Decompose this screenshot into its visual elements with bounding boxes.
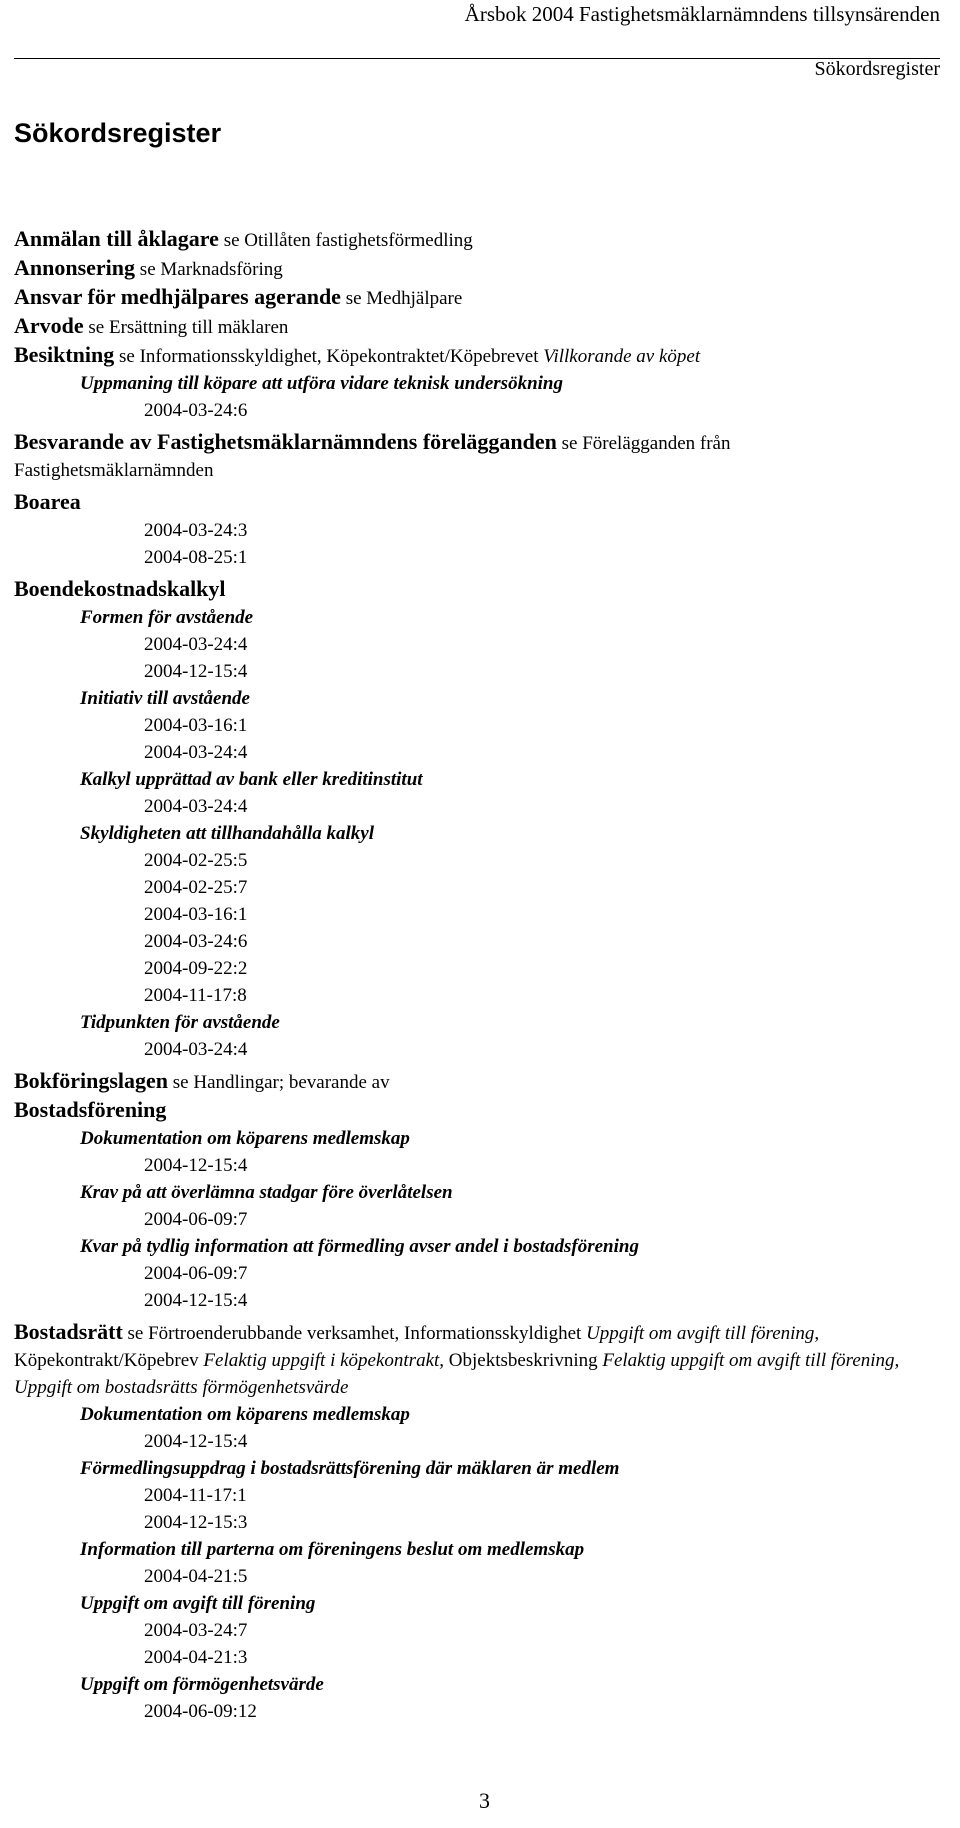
index-subentry: Initiativ till avstående [80, 688, 250, 709]
index-reference-italic: Felaktig uppgift i köpekontrakt, [203, 1350, 445, 1371]
index-date: 2004-02-25:7 [144, 877, 248, 898]
index-entry-besvarande [14, 428, 924, 457]
index-term: Ansvar för medhjälpares agerande [14, 284, 341, 309]
index-term: Boarea [14, 489, 81, 514]
header-section-label: Sökordsregister [814, 58, 940, 80]
index-date: 2004-03-24:7 [144, 1620, 248, 1641]
index-subentry: Tidpunkten för avstående [80, 1012, 280, 1033]
index-date: 2004-12-15:4 [144, 1290, 248, 1311]
index-entry-bostadsforening [14, 1096, 924, 1125]
index-entry-arvode [14, 312, 924, 341]
index-subentry: Uppgift om förmögenhetsvärde [80, 1674, 324, 1695]
index-reference: , Köpekontrakt/Köpebrev [14, 1323, 820, 1371]
index-entry-anmalan [14, 225, 924, 254]
index-entry-bokforingslagen [14, 1067, 924, 1096]
index-reference-italic: Uppgift om avgift till förening [586, 1323, 815, 1344]
index-subentry: Kalkyl upprättad av bank eller kreditinstitut [80, 769, 423, 790]
index-date: 2004-04-21:3 [144, 1647, 248, 1668]
index-term: Besiktning [14, 342, 115, 367]
index-date: 2004-08-25:1 [144, 547, 248, 568]
index-date: 2004-03-24:4 [144, 1039, 248, 1060]
index-subentry: Krav på att överlämna stadgar före överlåtelsen [80, 1182, 453, 1203]
index-reference: se Handlingar; bevarande av [168, 1072, 390, 1093]
index-subentry: Dokumentation om köparens medlemskap [80, 1128, 410, 1149]
index-entry-boendekostnadskalkyl [14, 575, 924, 604]
index-date: 2004-11-17:1 [144, 1485, 247, 1506]
index-date: 2004-03-16:1 [144, 904, 248, 925]
index-subentry: Information till parterna om föreningens beslut om medlemskap [80, 1539, 585, 1560]
index-term: Anmälan till åklagare [14, 226, 219, 251]
header-title: Årsbok 2004 Fastighetsmäklarnämndens tillsynsärenden [464, 2, 940, 26]
index-term: Annonsering [14, 255, 136, 280]
index-date: 2004-12-15:4 [144, 1155, 248, 1176]
page-title: Sökordsregister [14, 118, 222, 148]
index-date: 2004-04-21:5 [144, 1566, 248, 1587]
page-number: 3 [479, 1788, 490, 1813]
index-date: 2004-03-24:4 [144, 634, 248, 655]
index-date: 2004-12-15:4 [144, 661, 248, 682]
index-entry-annonsering [14, 254, 924, 283]
index-date: 2004-06-09:12 [144, 1701, 257, 1722]
index-entry-boarea [14, 488, 924, 517]
index-subentry: Kvar på tydlig information att förmedling avser andel i bostadsförening [80, 1236, 639, 1257]
index-reference: se Medhjälpare [340, 288, 463, 309]
index-entry-bostadsratt [14, 1318, 924, 1401]
index-reference: se Ersättning till mäklaren [83, 317, 289, 338]
index-date: 2004-03-24:4 [144, 742, 248, 763]
index-term: Bokföringslagen [14, 1068, 169, 1093]
index-entry-besiktning [14, 341, 924, 370]
index-date: 2004-03-24:4 [144, 796, 248, 817]
keyword-index [14, 225, 924, 1725]
index-date: 2004-03-24:6 [144, 400, 248, 421]
index-date: 2004-09-22:2 [144, 958, 248, 979]
index-date: 2004-12-15:4 [144, 1431, 248, 1452]
index-reference-continued: Fastighetsmäklarnämnden [14, 460, 214, 481]
index-subentry: Uppgift om avgift till förening [80, 1593, 316, 1614]
index-reference: se Förtroenderubbande verksamhet, Informationsskyldighet [122, 1323, 587, 1344]
index-term: Boendekostnadskalkyl [14, 576, 226, 601]
index-subentry: Uppmaning till köpare att utföra vidare teknisk undersökning [80, 373, 563, 394]
running-header [14, 0, 940, 59]
index-term: Arvode [14, 313, 84, 338]
index-subentry: Förmedlingsuppdrag i bostadsrättsförening där mäklaren är medlem [80, 1458, 620, 1479]
index-reference: Objektsbeskrivning [444, 1350, 603, 1371]
index-date: 2004-03-24:3 [144, 520, 248, 541]
index-entry-ansvar [14, 283, 924, 312]
index-subentry: Dokumentation om köparens medlemskap [80, 1404, 410, 1425]
index-reference: se Förelägganden från [556, 433, 731, 454]
index-reference-italic: Villkorande av köpet [543, 346, 701, 367]
index-date: 2004-06-09:7 [144, 1209, 248, 1230]
index-term: Besvarande av Fastighetsmäklarnämndens förelägganden [14, 429, 557, 454]
index-date: 2004-03-16:1 [144, 715, 248, 736]
index-date: 2004-06-09:7 [144, 1263, 248, 1284]
index-reference: se Marknadsföring [135, 259, 283, 280]
index-term: Bostadsförening [14, 1097, 167, 1122]
index-reference-italic: Felaktig uppgift om avgift till förening, Uppgift om bostadsrätts förmögenhetsvärde [14, 1350, 900, 1398]
index-subentry: Skyldigheten att tillhandahålla kalkyl [80, 823, 375, 844]
index-date: 2004-11-17:8 [144, 985, 247, 1006]
index-date: 2004-02-25:5 [144, 850, 248, 871]
index-reference: se Otillåten fastighetsförmedling [218, 230, 473, 251]
index-subentry: Formen för avstående [80, 607, 254, 628]
index-term: Bostadsrätt [14, 1319, 123, 1344]
index-date: 2004-03-24:6 [144, 931, 248, 952]
index-date: 2004-12-15:3 [144, 1512, 248, 1533]
index-reference: se Informationsskyldighet, Köpekontraktet/Köpebrevet [114, 346, 544, 367]
